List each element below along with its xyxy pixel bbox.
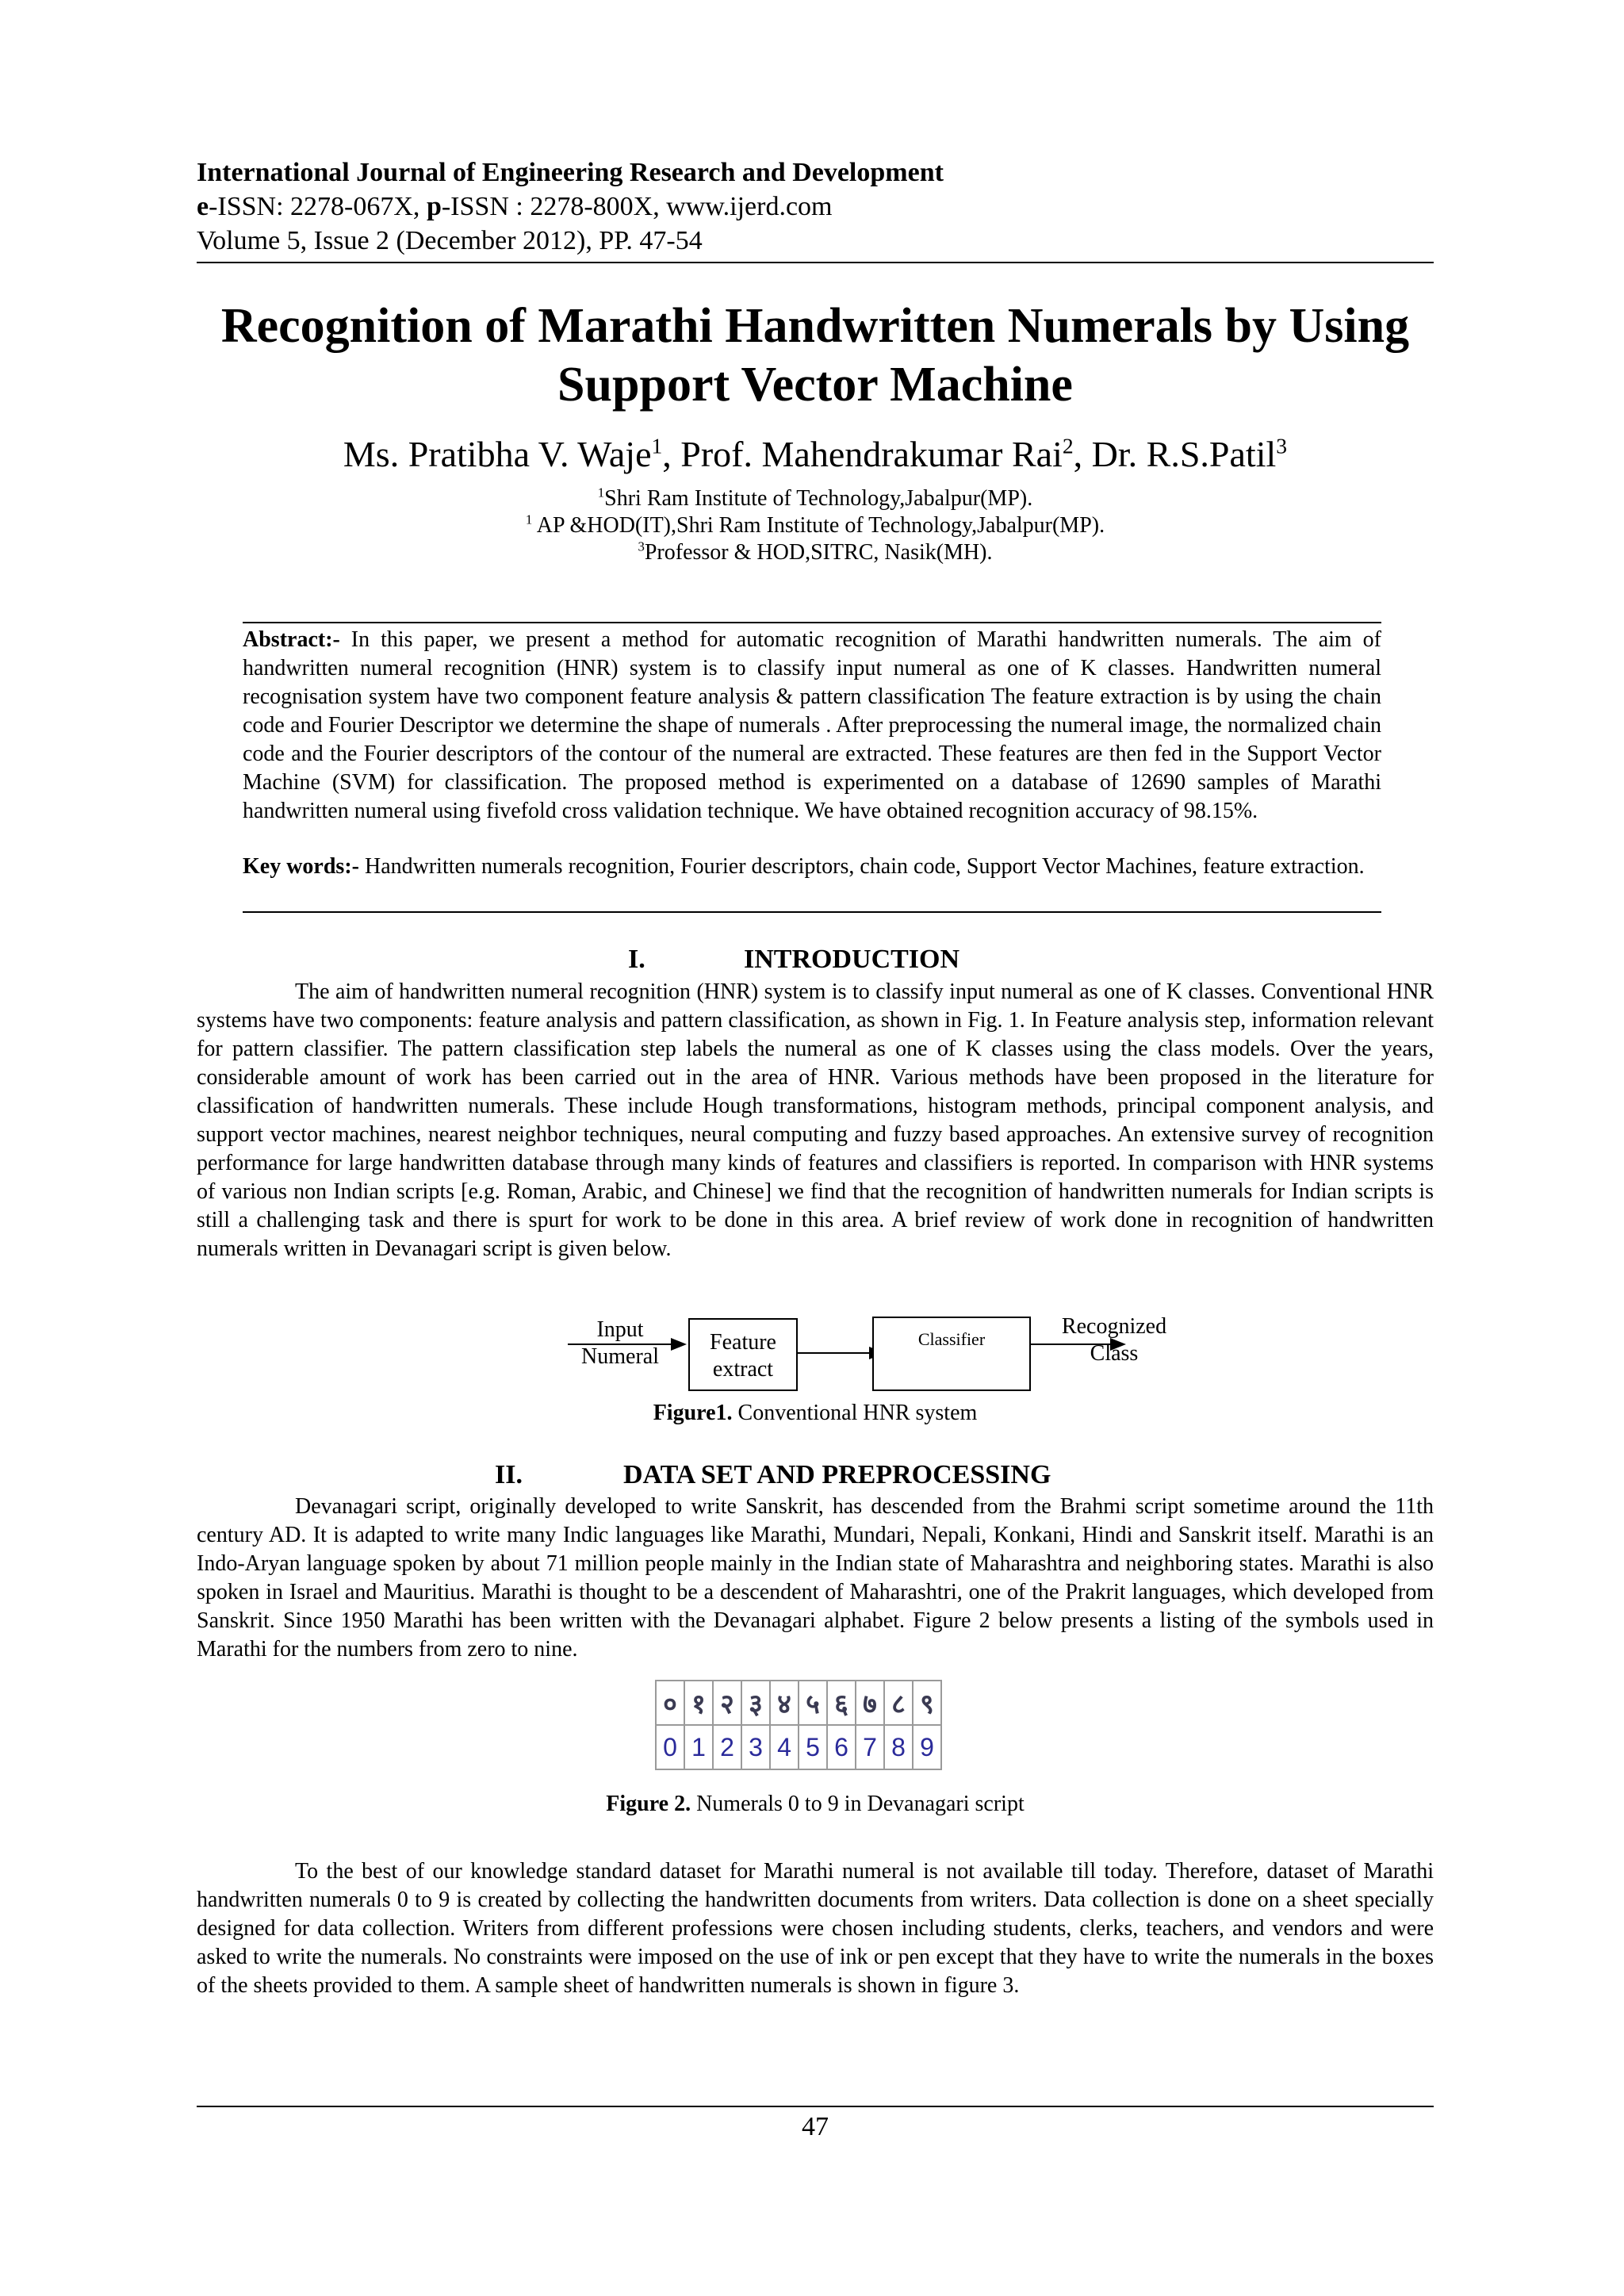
journal-header (197, 155, 1434, 258)
footer-rule (197, 2106, 1434, 2107)
page-number: 47 (802, 2112, 829, 2141)
dataset-paragraph-2: To the best of our knowledge standard dataset for Marathi numeral is not available till today. Therefore, dataset of Marathi handwritten numerals 0 to 9 is created by collecting the handwritten documents from writers. Data collection is done on a sheet specially designed for data collection. Writers from different professions were chosen including students, clerks, teachers, and vendors and were asked to write the numerals. No constraints were imposed on the use of ink or pen except that they have to write the numerals in the boxes of the sheets provided to them. A sample sheet of handwritten numerals is shown in figure 3. (197, 1859, 1434, 1998)
journal-issn: e-ISSN: 2278-067X, p-ISSN : 2278-800X, www.ijerd.com (197, 192, 833, 221)
affiliation: $^1$Shri Ram Institute of Technology,Jabalpur(MP). (597, 485, 1033, 511)
abstract-label: Abstract:- (243, 627, 340, 652)
affiliation: $^1$ AP &HOD(IT),Shri Ram Institute of Technology,Jabalpur(MP). (525, 512, 1105, 538)
devanagari-row: ० १ २ ३ ४ ५ ६ ७ ८ ९ (656, 1681, 941, 1725)
keywords (243, 853, 1381, 881)
introduction-paragraph: The aim of handwritten numeral recognition (HNR) system is to classify input numeral as one of K classes. Conventional HNR systems have two components: feature analysis and pattern classification, as shown in Fig. 1. In Feature analysis step, information relevant for pattern classifier. The pattern classification step labels the numeral as one of K classes using the class models. Over the years, considerable amount of work has been carried out in the area of HNR. Various methods have been proposed in the literature for classification of handwritten numerals. These include Hough transformations, histogram methods, principal component analysis, and support vector machines, nearest neighbor techniques, neural computing and fuzzy based approaches. An extensive survey of recognition performance for large handwritten database through many kinds of features and classifiers is reported. In comparison with HNR systems of various non Indian scripts [e.g. Roman, Arabic, and Chinese] we find that the recognition of handwritten numerals for Indian scripts is still a challenging task and there is spurt for work to be done in this area. A brief review of work done in recognition of handwritten numerals written in Devanagari script is given below. (197, 979, 1434, 1261)
classifier-box: Classifier (872, 1317, 1031, 1391)
keywords-text: Handwritten numerals recognition, Fourier descriptors, chain code, Support Vector Machines, feature extraction. (358, 854, 1365, 879)
author-name: Prof. Mahendrakumar Rai (680, 434, 1063, 474)
affiliation: $^3$Professor & HOD,SITRC, Nasik(MH). (638, 539, 993, 565)
figure1-diagram (555, 1309, 1205, 1412)
paper-page: International Journal of Engineering Research and Development e-ISSN: 2278-067X, p-ISSN : 2278-800X, www.ijerd.com Volume 5, Issue 2 (December 2012), PP. 47-54 Recognition of Marathi Handwritten Numerals by Using Support Vector Machine Ms. Pratibha V. Waje$^1$, Prof. Mahendrakumar Rai$^2$, Dr. R.S.Patil$^3$ $^1$Shri Ram Institute of Technology,Jabalpur(MP). $^1$ AP &HOD(IT),Shri Ram Institute of Technology,Jabalpur(MP). $^3$Professor & HOD,SITRC, Nasik(MH). Abstract:- In this paper, we present a method for automatic recognition of Marathi handwritten numerals. The aim of handwritten numeral recognition (HNR) system is to classify input numeral as one of K classes. Handwritten numeral recognisation system have two component feature analysis & pattern classification The feature extraction is by using the chain code and Fourier Descriptor we determine the shape of numerals . After preprocessing the numeral image, the normalized chain code and the Fourier descriptors of the contour of the numeral are extracted. These features are then fed in the Support Vector Machine (SVM) for classification. The proposed method is experimented on a database of 12690 samples of Marathi handwritten numeral using fivefold cross validation technique. We have obtained recognition accuracy of 98.15%. Key words:- Handwritten numerals recognition, Fourier descriptors, chain code, Support Vector Machines, feature extraction. I. INTRODUCTION The aim of handwritten numeral recognition (HNR) system is to classify input numeral as one of K classes. Conventional HNR systems have two components: feature analysis and pattern classification, as shown in Fig. 1. In Feature analysis step, information relevant for pattern classifier. The pattern classification step labels the numeral as one of K classes using the class models. Over the years, considerable amount of work has been carried out in the area of HNR. Various methods have been proposed in the literature for classification of handwritten numerals. These include Hough transformations, histogram methods, principal component analysis, and support vector machines, nearest neighbor techniques, neural computing and fuzzy based approaches. An extensive survey of recognition performance for large handwritten database through many kinds of features and classifiers is reported. In comparison with HNR systems of various non Indian scripts [e.g. Roman, Arabic, and Chinese] we find that the recognition of handwritten numerals for Indian scripts is still a challenging task and there is spurt for work to be done in this area. A brief review of work done in recognition of handwritten numerals written in Devanagari script is given below. Input Numeral Feature extract Classifier Recognized Class Figure1. Conventional HNR system II. DATA SET AND PREPROCESSING Devanagari script, originally developed to write Sanskrit, has descended from the Brahmi script sometime around the 11th century AD. It is adapted to write many Indic languages like Marathi, Mundari, Nepali, Konkani, Hindi and Sanskrit itself. Marathi is an Indo-Aryan language spoken by about 71 million people mainly in the Indian state of Maharashtra and neighboring states. Marathi is also spoken in Israel and Mauritius. Marathi is thought to be a descendent of Maharashtri, one of the Prakrit languages, which developed from Sanskrit. Since 1950 Marathi has been written with the Devanagari alphabet. Figure 2 below presents a listing of the symbols used in Marathi for the numbers from zero to nine. ० १ २ ३ ४ ५ ६ ७ ८ ९ 0 1 2 3 4 5 6 7 8 9 Figure 2. Numerals 0 to 9 in Devanagari script To the best of our knowledge standard dataset for Marathi numeral is not available till today. Therefore, dataset of Marathi handwritten numerals 0 to 9 is created by collecting the handwritten documents from writers. Data collection is done on a sheet specially designed for data collection. Writers from different professions were chosen including students, clerks, teachers, and vendors and were asked to write the numerals. No constraints were imposed on the use of ink or pen except that they have to write the numerals in the boxes of the sheets provided to them. A sample sheet of handwritten numerals is shown in figure 3. 47 (0, 0, 1624, 2296)
author-name: Dr. R.S.Patil (1091, 434, 1277, 474)
arrow-icon (671, 1338, 687, 1351)
paper-title: Recognition of Marathi Handwritten Numerals by Using Support Vector Machine (220, 299, 1410, 412)
arabic-row: 0 1 2 3 4 5 6 7 8 9 (656, 1725, 941, 1769)
abstract (243, 626, 1381, 826)
header-rule (197, 262, 1434, 263)
arrow-line (798, 1352, 872, 1354)
figure1-caption: Figure1. Conventional HNR system (653, 1401, 978, 1425)
figure2-caption: Figure 2. Numerals 0 to 9 in Devanagari script (606, 1792, 1025, 1816)
abstract-text: In this paper, we present a method for automatic recognition of Marathi handwritten numerals. The aim of handwritten numeral recognition (HNR) system is to classify input numeral as one of K classes. Handwritten numeral recognisation system have two component feature analysis & pattern classification The feature extraction is by using the chain code and Fourier Descriptor we determine the shape of numerals . After preprocessing the numeral image, the normalized chain code and the Fourier descriptors of the contour of the numeral are extracted. These features are then fed in the Support Vector Machine (SVM) for classification. The proposed method is experimented on a database of 12690 samples of Marathi handwritten numeral using fivefold cross validation technique. We have obtained recognition accuracy of 98.15%. (243, 627, 1381, 823)
arrow-line (568, 1343, 674, 1345)
devanagari-numeral-table (655, 1680, 942, 1770)
journal-volume: Volume 5, Issue 2 (December 2012), PP. 47-54 (197, 226, 703, 255)
keywords-label: Key words:- (243, 854, 359, 879)
dataset-paragraph-1: Devanagari script, originally developed to write Sanskrit, has descended from the Brahmi script sometime around the 11th century AD. It is adapted to write many Indic languages like Marathi, Mundari, Nepali, Konkani, Hindi and Sanskrit itself. Marathi is an Indo-Aryan language spoken by about 71 million people mainly in the Indian state of Maharashtra and neighboring states. Marathi is also spoken in Israel and Mauritius. Marathi is thought to be a descendent of Maharashtri, one of the Prakrit languages, which developed from Sanskrit. Since 1950 Marathi has been written with the Devanagari alphabet. Figure 2 below presents a listing of the symbols used in Marathi for the numbers from zero to nine. (197, 1494, 1434, 1662)
feature-extract-box: Feature extract (688, 1318, 798, 1391)
author-list: Ms. Pratibha V. Waje$^1$, Prof. Mahendrakumar Rai$^2$, Dr. R.S.Patil$^3$ (343, 433, 1288, 474)
input-label: Input Numeral (581, 1317, 659, 1369)
author-name: Ms. Pratibha V. Waje (343, 434, 652, 474)
abstract-top-rule (243, 622, 1381, 623)
abstract-bottom-rule (243, 911, 1381, 913)
output-label: Recognized Class (1061, 1314, 1167, 1366)
journal-name: International Journal of Engineering Research and Development (197, 158, 944, 187)
